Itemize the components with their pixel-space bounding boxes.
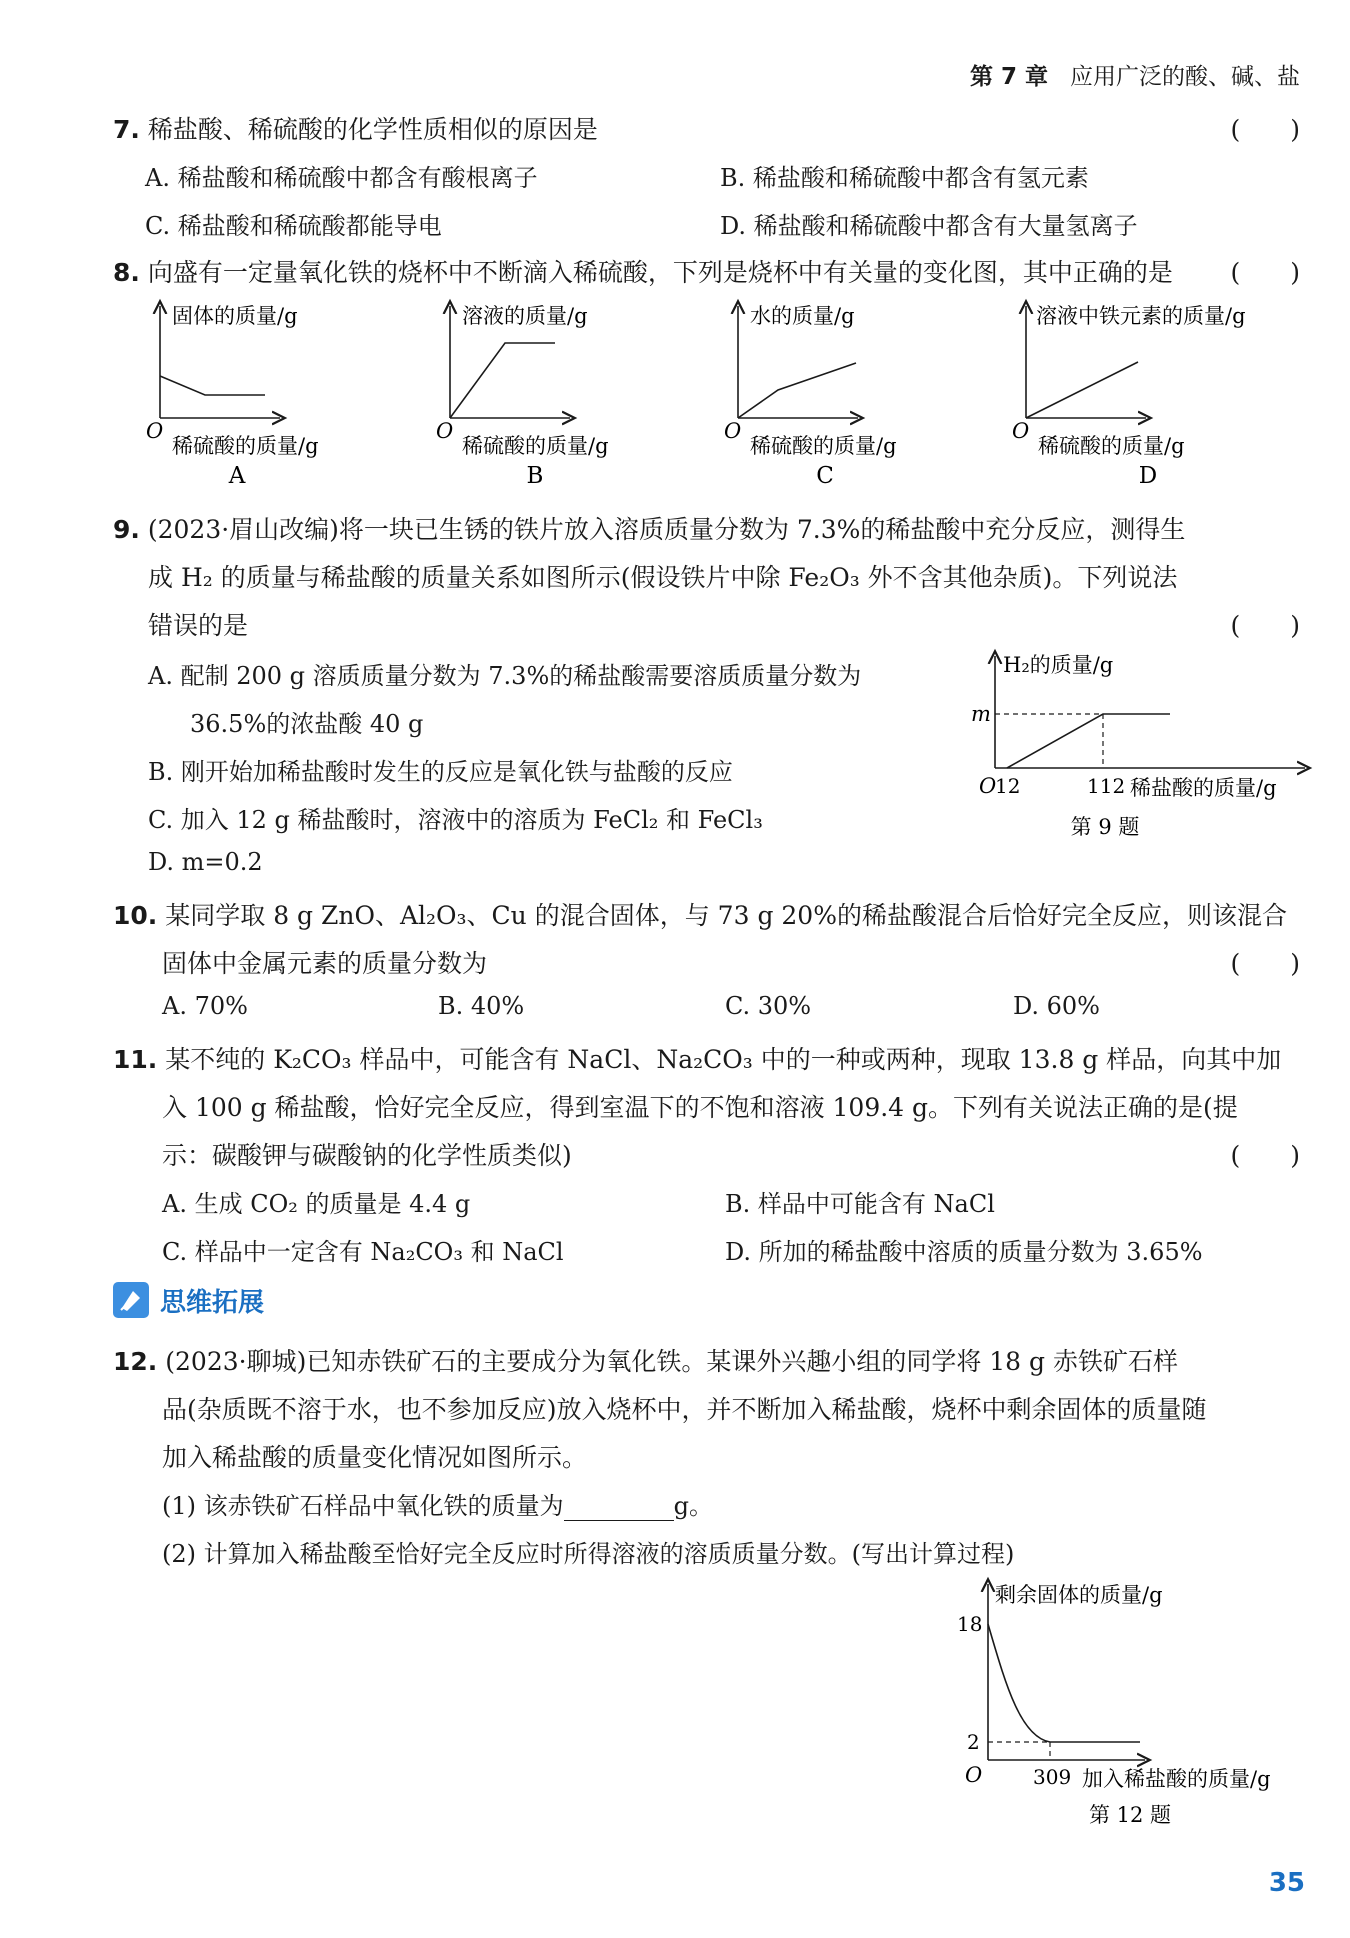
q12-sub1-unit: g。 [673, 1492, 713, 1520]
q8-graph-b [430, 298, 670, 498]
q9-line3: 错误的是 [148, 611, 249, 640]
q9-option-d: D. m=0.2 [148, 848, 263, 876]
q9-curve [1007, 714, 1170, 768]
q8-b-ylabel: 溶液的质量/g [462, 304, 588, 328]
q9-x2: 112 [1087, 774, 1126, 798]
q8-a-curve [160, 376, 265, 395]
q9-ylabel: H₂的质量/g [1003, 653, 1114, 677]
q12-sub1-text: (1) 该赤铁矿石样品中氧化铁的质量为 [162, 1492, 564, 1520]
q10-number: 10. [113, 901, 158, 930]
q8-c-origin: O [724, 419, 742, 443]
q11-option-b: B. 样品中可能含有 NaCl [725, 1190, 995, 1218]
q9-option-b: B. 刚开始加稀盐酸时发生的反应是氧化铁与盐酸的反应 [148, 758, 733, 786]
q8-c-ylabel: 水的质量/g [750, 304, 855, 328]
q8-a-xlabel: 稀硫酸的质量/g [172, 434, 319, 458]
q8-text: 向盛有一定量氧化铁的烧杯中不断滴入稀硫酸，下列是烧杯中有关量的变化图，其中正确的是 [147, 258, 1173, 287]
q9-caption: 第 9 题 [1070, 815, 1140, 839]
q9-answer-paren: ( ) [1230, 611, 1300, 640]
q7-option-b: B. 稀盐酸和稀硫酸中都含有氢元素 [720, 164, 1089, 192]
q8-d-curve [1026, 362, 1138, 418]
q9-line1 [113, 510, 1185, 546]
q10-option-c: C. 30% [725, 992, 812, 1020]
q12-graph [945, 1572, 1315, 1837]
q9-origin: O [979, 774, 997, 798]
q11-option-c: C. 样品中一定含有 Na₂CO₃ 和 NaCl [162, 1238, 564, 1266]
q12-curve [988, 1624, 1140, 1742]
q11-line2: 入 100 g 稀盐酸，恰好完全反应，得到室温下的不饱和溶液 109.4 g。下列有关说法正确的是(提 [162, 1093, 1238, 1122]
page-number: 35 [1268, 1868, 1305, 1898]
q8-b-letter: B [526, 463, 544, 489]
q8-b-curve [450, 343, 555, 418]
q12-y1: 18 [957, 1612, 983, 1636]
section-title: 思维拓展 [160, 1288, 265, 1318]
q8-answer-paren: ( ) [1230, 258, 1300, 287]
q7-option-d: D. 稀盐酸和稀硫酸中都含有大量氢离子 [720, 212, 1138, 240]
q12-line1 [113, 1342, 1178, 1378]
q12-y2: 2 [967, 1730, 980, 1754]
q8-graph-a [140, 298, 380, 498]
q7-text: 稀盐酸、稀硫酸的化学性质相似的原因是 [147, 115, 598, 144]
q11-line1-text: 某不纯的 K₂CO₃ 样品中，可能含有 NaCl、Na₂CO₃ 中的一种或两种，现取 13.8 g 样品，向其中加 [165, 1045, 1282, 1074]
q8-b-origin: O [436, 419, 454, 443]
q8-a-origin: O [146, 419, 164, 443]
q9-xlabel: 稀盐酸的质量/g [1130, 776, 1277, 800]
q9-line2: 成 H₂ 的质量与稀盐酸的质量关系如图所示(假设铁片中除 Fe₂O₃ 外不含其他杂质)。下列说法 [148, 563, 1178, 592]
q12-sub1 [162, 1486, 713, 1521]
q10-answer-paren: ( ) [1230, 949, 1300, 978]
q7-option-a: A. 稀盐酸和稀硫酸中都含有酸根离子 [145, 164, 538, 192]
q9-number: 9. [113, 515, 140, 544]
q8-d-origin: O [1012, 419, 1030, 443]
q9-option-a-line2: 36.5%的浓盐酸 40 g [190, 710, 424, 738]
q8-b-xlabel: 稀硫酸的质量/g [462, 434, 609, 458]
q8-c-letter: C [816, 463, 834, 489]
chapter-number: 第 7 章 [970, 64, 1049, 90]
q12-ylabel: 剩余固体的质量/g [995, 1583, 1163, 1607]
q7-stem [113, 110, 598, 146]
q11-option-d: D. 所加的稀盐酸中溶质的质量分数为 3.65% [725, 1238, 1203, 1266]
q9-option-a-line1: A. 配制 200 g 溶质质量分数为 7.3%的稀盐酸需要溶质质量分数为 [148, 662, 862, 690]
q8-stem [113, 253, 1173, 289]
q8-graph-d [1006, 298, 1296, 498]
q11-answer-paren: ( ) [1230, 1141, 1300, 1170]
thinking-expansion-icon [113, 1282, 149, 1318]
q8-a-letter: A [228, 463, 246, 489]
q12-line2: 品(杂质既不溶于水，也不参加反应)放入烧杯中，并不断加入稀盐酸，烧杯中剩余固体的质量随 [162, 1395, 1207, 1424]
q10-line2: 固体中金属元素的质量分数为 [162, 949, 488, 978]
q12-number: 12. [113, 1347, 158, 1376]
q12-sub2: (2) 计算加入稀盐酸至恰好完全反应时所得溶液的溶质质量分数。(写出计算过程) [162, 1540, 1015, 1568]
q7-number: 7. [113, 115, 140, 144]
q10-option-d: D. 60% [1013, 992, 1100, 1020]
chapter-title: 应用广泛的酸、碱、盐 [1070, 64, 1300, 90]
q12-answer-blank[interactable] [564, 1496, 674, 1521]
q10-line1 [113, 896, 1287, 932]
q8-d-ylabel: 溶液中铁元素的质量/g [1036, 304, 1246, 328]
q11-line1 [113, 1040, 1281, 1076]
q7-answer-paren: ( ) [1230, 115, 1300, 144]
q9-ymark: m [971, 702, 991, 726]
q12-line3: 加入稀盐酸的质量变化情况如图所示。 [162, 1443, 588, 1472]
q8-d-letter: D [1138, 463, 1158, 489]
q12-origin: O [965, 1763, 983, 1787]
q10-option-b: B. 40% [438, 992, 525, 1020]
q9-option-c: C. 加入 12 g 稀盐酸时，溶液中的溶质为 FeCl₂ 和 FeCl₃ [148, 806, 763, 834]
q11-line3: 示：碳酸钾与碳酸钠的化学性质类似) [162, 1141, 572, 1170]
q8-c-curve [738, 363, 856, 418]
q9-x1: 12 [995, 774, 1021, 798]
page-header [970, 58, 1300, 91]
q8-c-xlabel: 稀硫酸的质量/g [750, 434, 897, 458]
q7-option-c: C. 稀盐酸和稀硫酸都能导电 [145, 212, 442, 240]
q12-line1-text: (2023·聊城)已知赤铁矿石的主要成分为氧化铁。某课外兴趣小组的同学将 18 g 赤铁矿石样 [165, 1347, 1178, 1376]
q8-d-xlabel: 稀硫酸的质量/g [1038, 434, 1185, 458]
q8-graph-c [718, 298, 958, 498]
q8-a-ylabel: 固体的质量/g [172, 304, 298, 328]
q10-option-a: A. 70% [162, 992, 248, 1020]
q9-line1-text: (2023·眉山改编)将一块已生锈的铁片放入溶质质量分数为 7.3%的稀盐酸中充分反应，测得生 [147, 515, 1186, 544]
q8-number: 8. [113, 258, 140, 287]
q11-option-a: A. 生成 CO₂ 的质量是 4.4 g [162, 1190, 471, 1218]
q12-x1: 309 [1033, 1765, 1072, 1789]
q12-caption: 第 12 题 [1088, 1803, 1172, 1827]
q12-xlabel: 加入稀盐酸的质量/g [1082, 1767, 1271, 1791]
q11-number: 11. [113, 1045, 158, 1074]
q10-line1-text: 某同学取 8 g ZnO、Al₂O₃、Cu 的混合固体，与 73 g 20%的稀盐酸混合后恰好完全反应，则该混合 [165, 901, 1287, 930]
q9-graph [965, 648, 1315, 848]
